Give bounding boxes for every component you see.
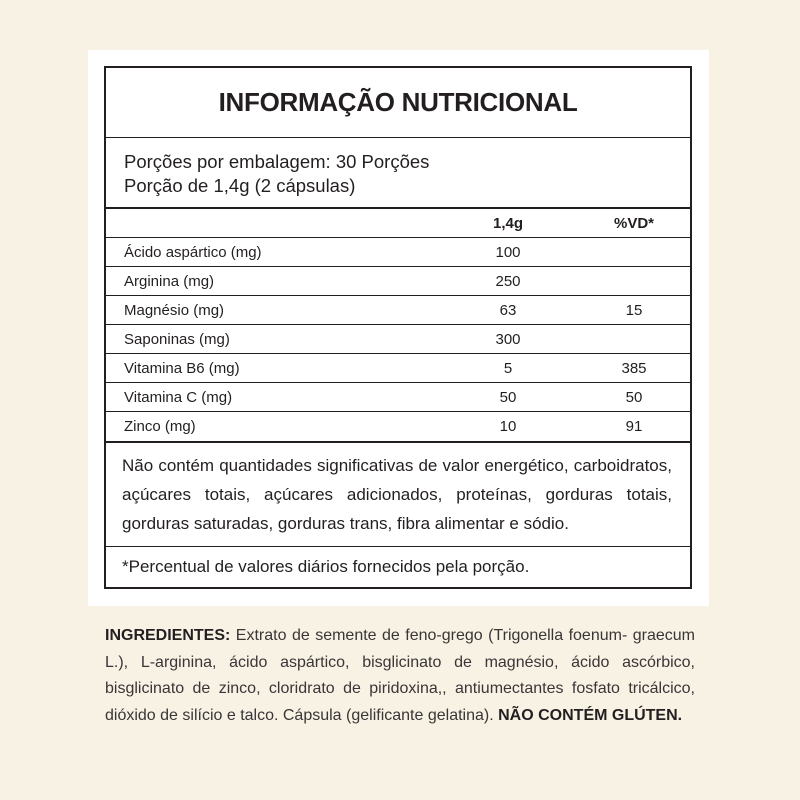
- nutrient-name: Magnésio (mg): [124, 301, 225, 319]
- nutrient-vd: 50: [625, 388, 643, 406]
- header-amount: 1,4g: [492, 214, 523, 232]
- ingredients-heading: INGREDIENTES:: [105, 627, 231, 644]
- nutrient-amount: 5: [503, 359, 513, 377]
- nutrient-vd: 15: [625, 301, 643, 319]
- nutrition-table: [104, 66, 692, 589]
- ingredients-text: Extrato de semente de feno-grego (Trigonella foenum- graecum L.), L-arginina, ácido aspártico, bisglicinato de magnésio, ácido ascórbico, bisglicinato de zinco, cloridrato de piridoxina,, antiumectantes fosfato tricálcico, dióxido de silício e talco. Cápsula (gelificante gelatina).: [105, 627, 695, 724]
- nutrient-vd: 91: [625, 418, 643, 435]
- table-row: [106, 267, 690, 296]
- nutrient-vd: 385: [621, 359, 647, 377]
- nutrient-name: Vitamina B6 (mg): [124, 359, 240, 377]
- nutrient-name: Arginina (mg): [124, 272, 215, 290]
- gluten-notice: NÃO CONTÉM GLÚTEN.: [498, 706, 683, 724]
- table-row: [106, 412, 690, 441]
- nutrient-amount: 300: [495, 330, 521, 348]
- nutrient-rows: [106, 238, 690, 441]
- serving-size: Porção de 1,4g (2 cápsulas): [124, 175, 356, 196]
- table-header-row: [106, 209, 690, 238]
- daily-value-footnote: *Percentual de valores diários fornecidos pela porção.: [122, 557, 530, 576]
- nutrient-amount: 250: [495, 272, 521, 290]
- table-row: [106, 325, 690, 354]
- table-row: [106, 238, 690, 267]
- table-title: INFORMAÇÃO NUTRICIONAL: [106, 68, 690, 138]
- nutrient-amount: 100: [495, 243, 521, 261]
- header-vd: %VD*: [613, 214, 654, 232]
- table-row: [106, 383, 690, 412]
- portion-info: [106, 138, 690, 209]
- nutrient-name: Saponinas (mg): [124, 330, 230, 348]
- nutrient-amount: 63: [499, 301, 517, 319]
- table-row: [106, 296, 690, 325]
- servings-per-package: Porções por embalagem: 30 Porções: [124, 151, 430, 172]
- nutrient-name: Ácido aspártico (mg): [124, 243, 262, 261]
- nutrient-name: Zinco (mg): [124, 418, 196, 435]
- nutrition-card: [88, 50, 709, 606]
- not-significant-notice: Não contém quantidades significativas de valor energético, carboidratos, açúcares totais, açúcares adicionados, proteínas, gorduras totais, gorduras saturadas, gorduras trans, fibra alimentar e sódio.: [106, 441, 690, 547]
- nutrient-name: Vitamina C (mg): [124, 388, 233, 406]
- nutrient-amount: 10: [499, 418, 517, 435]
- nutrient-amount: 50: [499, 388, 517, 406]
- ingredients-paragraph: [105, 623, 695, 729]
- table-row: [106, 354, 690, 383]
